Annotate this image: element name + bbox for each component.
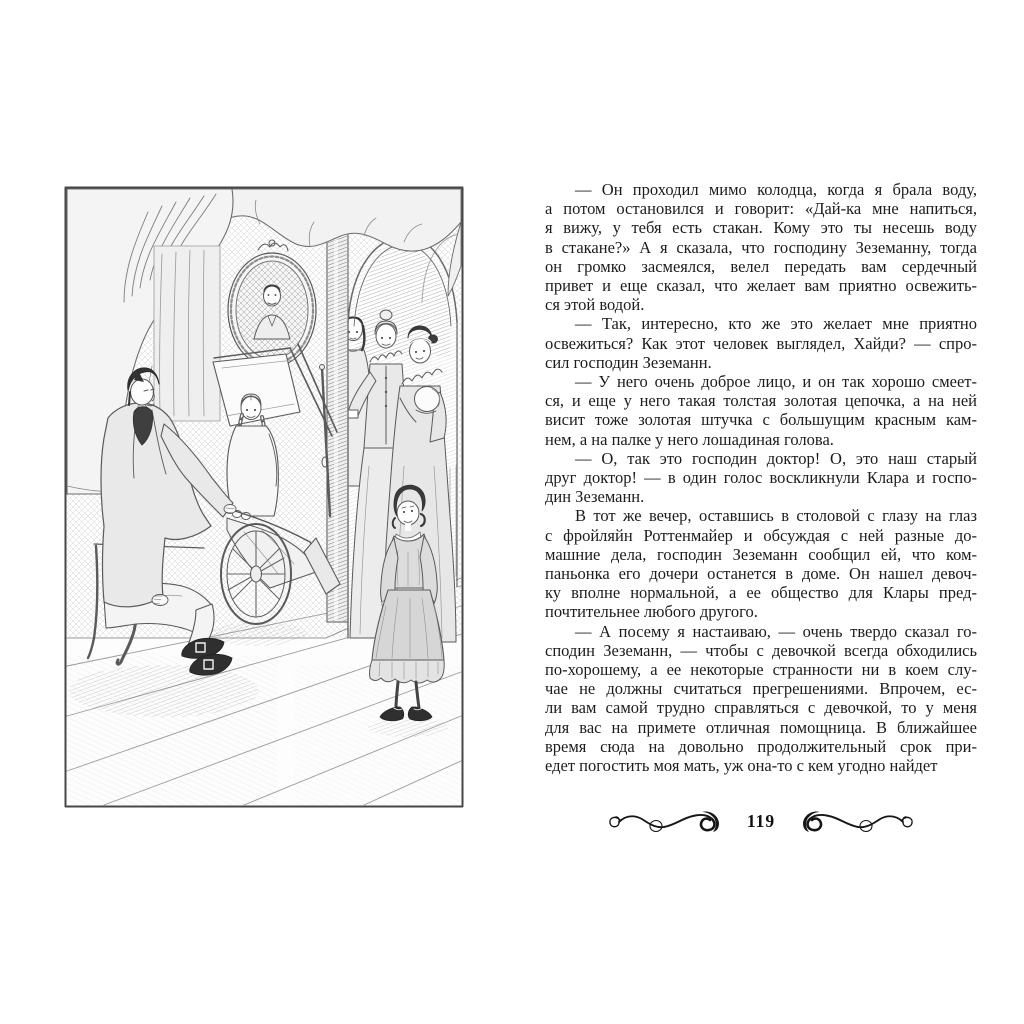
text-line: ся, и еще у него такая толстая золотая цепочка, а на ней [545,391,977,411]
flourish-right-icon [797,806,915,836]
text-line: В тот же вечер, оставшись в столовой с глазу на глаз [575,506,977,526]
text-column [545,180,977,775]
text-line: — У него очень доброе лицо, и он так хорошо смеет- [575,372,977,392]
text-line: — Так, интересно, кто же это желает мне приятно [575,314,977,334]
page-number: 119 [746,810,776,831]
text-line: — О, так это господин доктор! О, это наш старый [575,448,977,468]
text-line: висит тоже золотая штучка с большущим красным кам- [545,410,977,430]
text-line: едет погостить моя мать, уж она-то с кем угодно найдет [545,756,938,776]
text-line: машние дела, господин Зеземанн сообщил ей, что ком- [545,544,977,564]
window-drape [154,246,220,421]
text-line: чае не должны считаться прегрешениями. Впрочем, ес- [545,679,977,699]
text-line: в стакане?» А я сказала, что господину Зеземанну, тогда [545,237,977,257]
text-line: паньонка его дочери останется в доме. Он нашел девоч- [545,564,977,584]
text-line: сподин Зеземанн, — чтобы с девочкой всегда обходились [545,640,977,660]
text-line: время сюда на довольно продолжительный срок при- [545,736,977,756]
text-line: с фройляйн Роттенмайер и обсуждая с ней разные до- [545,525,977,545]
text-line: освежиться? Как этот человек выглядел, Хайди? — спро- [545,333,977,353]
text-line: нем, а на палке у него лошадиная голова. [545,429,834,449]
text-line: по-хорошему, а ее некоторые странности ни в коем слу- [545,660,977,680]
text-line: ку вполне нормальной, а ее общество для Клары пред- [545,583,977,603]
text-line: сил господин Зеземанн. [545,352,712,372]
text-line: почтительнее любого другого. [545,602,758,622]
text-line: — А посему я настаиваю, — очень твердо сказал го- [575,621,977,641]
text-line: ся этой водой. [545,295,645,315]
text-line: ли вам самой трудно справляться с девочкой, то у меня [545,698,977,718]
flourish-left-icon [607,806,725,836]
text-line: — Он проходил мимо колодца, когда я брала воду, [575,180,977,199]
text-line: а потом остановился и говорит: «Дай-ка мне напиться, [545,199,977,219]
book-illustration [64,186,464,808]
text-line: для вас на примете отличная помощница. В ближайшее [545,717,977,737]
wheel-icon [221,524,291,624]
text-line: дин Зеземанн. [545,487,645,507]
text-line: привет и еще сказал, что желает вам приятно освежить- [545,276,977,296]
text-line: он громко засмеялся, велел передать вам сердечный [545,256,977,276]
text-line: я вижу, у тебя есть стакан. Кому это ты несешь воду [545,218,977,238]
page-footer [545,803,977,839]
text-line: друг доктор! — в один голос воскликнули Клара и госпо- [545,468,977,488]
